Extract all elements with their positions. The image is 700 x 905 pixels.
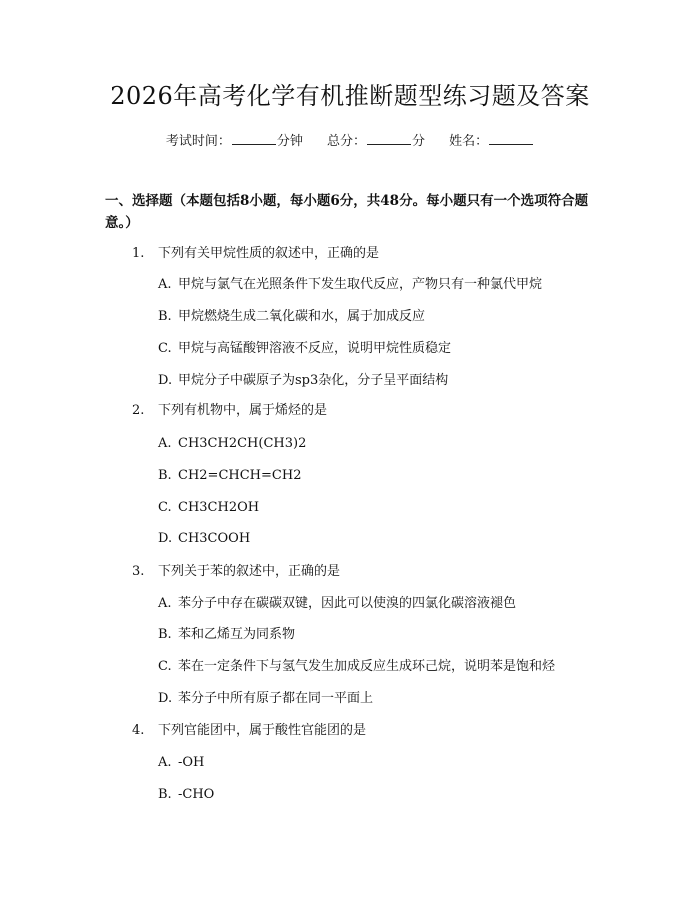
total-score-unit: 分 <box>412 134 426 149</box>
option-letter: B. <box>158 627 172 642</box>
question-2 <box>132 401 327 421</box>
option-letter: A. <box>158 755 172 770</box>
option-letter: A. <box>158 277 172 292</box>
question-4 <box>132 721 366 741</box>
option-letter: D. <box>158 691 173 706</box>
option-text: 苯分子中所有原子都在同一平面上 <box>178 691 374 706</box>
question-2-option-d[interactable] <box>158 529 250 549</box>
option-text: 甲烷与高锰酸钾溶液不反应，说明甲烷性质稳定 <box>178 341 452 356</box>
question-3-option-a[interactable] <box>158 594 516 614</box>
option-letter: B. <box>158 787 172 802</box>
option-text: -CHO <box>178 787 215 802</box>
option-letter: C. <box>158 659 172 674</box>
option-letter: D. <box>158 373 173 388</box>
question-stem: 下列有关甲烷性质的叙述中，正确的是 <box>158 246 380 261</box>
option-text: 甲烷与氯气在光照条件下发生取代反应，产物只有一种氯代甲烷 <box>178 277 543 292</box>
question-1-option-d[interactable] <box>158 371 448 391</box>
option-text: CH3CH2OH <box>178 500 260 515</box>
student-name-blank[interactable] <box>489 132 533 145</box>
option-letter: B. <box>158 309 172 324</box>
question-3-option-d[interactable] <box>158 689 373 709</box>
question-3-option-b[interactable] <box>158 625 295 645</box>
option-text: CH2=CHCH=CH2 <box>178 468 302 483</box>
option-letter: B. <box>158 468 172 483</box>
exam-time-blank[interactable] <box>232 132 276 145</box>
question-2-option-a[interactable] <box>158 434 306 454</box>
page-title: 2026年高考化学有机推断题型练习题及答案 <box>110 82 590 110</box>
option-letter: A. <box>158 436 172 451</box>
question-1-option-c[interactable] <box>158 339 451 359</box>
total-score-blank[interactable] <box>367 132 411 145</box>
question-1 <box>132 244 379 264</box>
question-2-option-b[interactable] <box>158 466 301 486</box>
option-text: 甲烷分子中碳原子为sp3杂化，分子呈平面结构 <box>178 373 449 388</box>
exam-time-label: 考试时间： <box>165 134 231 149</box>
option-text: 甲烷燃烧生成二氧化碳和水，属于加成反应 <box>178 309 426 324</box>
question-number: 1. <box>132 246 145 261</box>
question-stem: 下列官能团中，属于酸性官能团的是 <box>158 723 367 738</box>
option-letter: C. <box>158 341 172 356</box>
question-number: 2. <box>132 403 145 418</box>
student-name-label: 姓名： <box>449 134 489 149</box>
exam-info-line <box>0 132 700 152</box>
question-stem: 下列有机物中，属于烯烃的是 <box>158 403 328 418</box>
question-3-option-c[interactable] <box>158 657 555 677</box>
option-text: 苯和乙烯互为同系物 <box>178 627 296 642</box>
question-number: 3. <box>132 564 145 579</box>
question-stem: 下列关于苯的叙述中，正确的是 <box>158 564 341 579</box>
question-3 <box>132 562 340 582</box>
option-text: 苯分子中存在碳碳双键，因此可以使溴的四氯化碳溶液褪色 <box>178 596 517 611</box>
option-letter: D. <box>158 531 173 546</box>
option-letter: C. <box>158 500 172 515</box>
option-text: CH3CH2CH(CH3)2 <box>178 436 307 451</box>
option-text: -OH <box>178 755 205 770</box>
exam-time-unit: 分钟 <box>276 134 303 149</box>
option-text: 苯在一定条件下与氢气发生加成反应生成环己烷，说明苯是饱和烃 <box>178 659 556 674</box>
section-header: 一、选择题（本题包括8小题，每小题6分，共48分。每小题只有一个选项符合题意。） <box>105 193 589 231</box>
question-4-option-b[interactable] <box>158 785 214 805</box>
question-1-option-b[interactable] <box>158 307 425 327</box>
option-text: CH3COOH <box>178 531 251 546</box>
option-letter: A. <box>158 596 172 611</box>
question-number: 4. <box>132 723 145 738</box>
exam-time-field <box>166 132 303 152</box>
total-score-label: 总分： <box>326 134 366 149</box>
question-1-option-a[interactable] <box>158 275 542 295</box>
student-name-field <box>449 132 534 152</box>
total-score-field <box>327 132 425 152</box>
question-4-option-a[interactable] <box>158 753 204 773</box>
question-2-option-c[interactable] <box>158 498 259 518</box>
